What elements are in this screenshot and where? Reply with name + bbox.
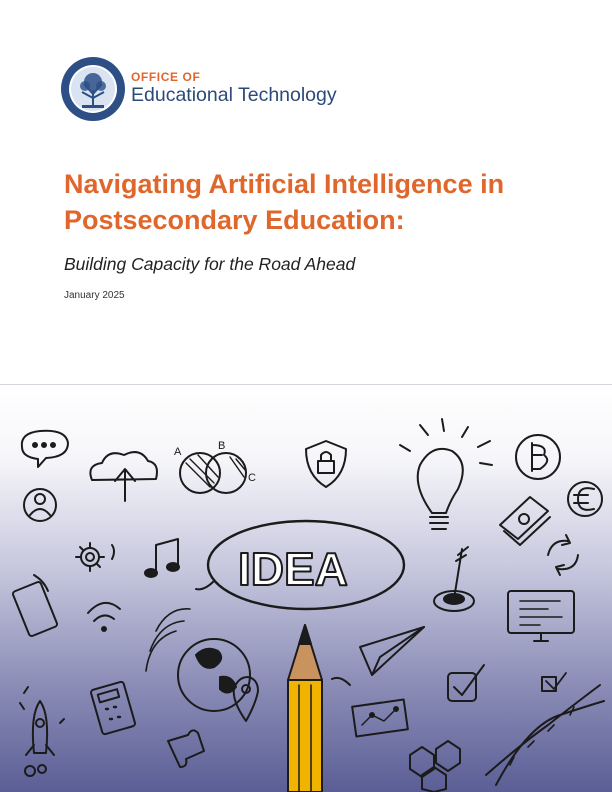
refresh-icon [548, 535, 578, 575]
cover-header [0, 0, 612, 385]
location-pin-icon [234, 677, 258, 721]
computer-monitor-icon [508, 591, 574, 641]
publication-date: January 2025 [64, 290, 125, 301]
dna-helix-icon [486, 673, 604, 785]
rocket-icon [20, 687, 64, 776]
cover-illustration [0, 385, 612, 792]
document-title: Navigating Artificial Intelligence in Postsecondary Education: [64, 169, 505, 235]
dart-target-icon [434, 547, 474, 611]
cubes-icon [410, 741, 460, 792]
document-subtitle: Building Capacity for the Road Ahead [64, 254, 356, 274]
lightbulb-icon [400, 419, 492, 529]
money-stack-icon [500, 497, 550, 545]
tablet-icon [12, 575, 58, 637]
calculator-icon [90, 681, 135, 735]
idea-bubble [196, 521, 404, 609]
puzzle-piece-icon [168, 730, 204, 767]
idea-text: IDEA [238, 543, 348, 595]
svg-text:B: B [218, 440, 226, 452]
department-of-education-seal-icon [60, 56, 126, 122]
office-of-label: OFFICE OF [131, 70, 201, 84]
checkbox-icon [448, 665, 484, 701]
circuit-board-icon [352, 700, 408, 737]
shield-lock-icon [306, 441, 346, 487]
euro-coin-icon [568, 482, 602, 516]
cloud-upload-icon [90, 452, 157, 501]
venn-diagram-icon [180, 453, 246, 493]
svg-text:C: C [248, 472, 256, 484]
pencil-icon [288, 625, 322, 792]
user-icon [24, 489, 56, 521]
paper-plane-icon [332, 627, 424, 685]
gear-icon [76, 543, 114, 571]
speech-bubble-icon [22, 431, 68, 467]
wifi-icon [88, 603, 120, 631]
bitcoin-icon [516, 435, 560, 479]
office-name: Educational Technology [131, 84, 337, 106]
svg-text:A: A [174, 446, 182, 458]
music-note-icon [145, 539, 179, 577]
